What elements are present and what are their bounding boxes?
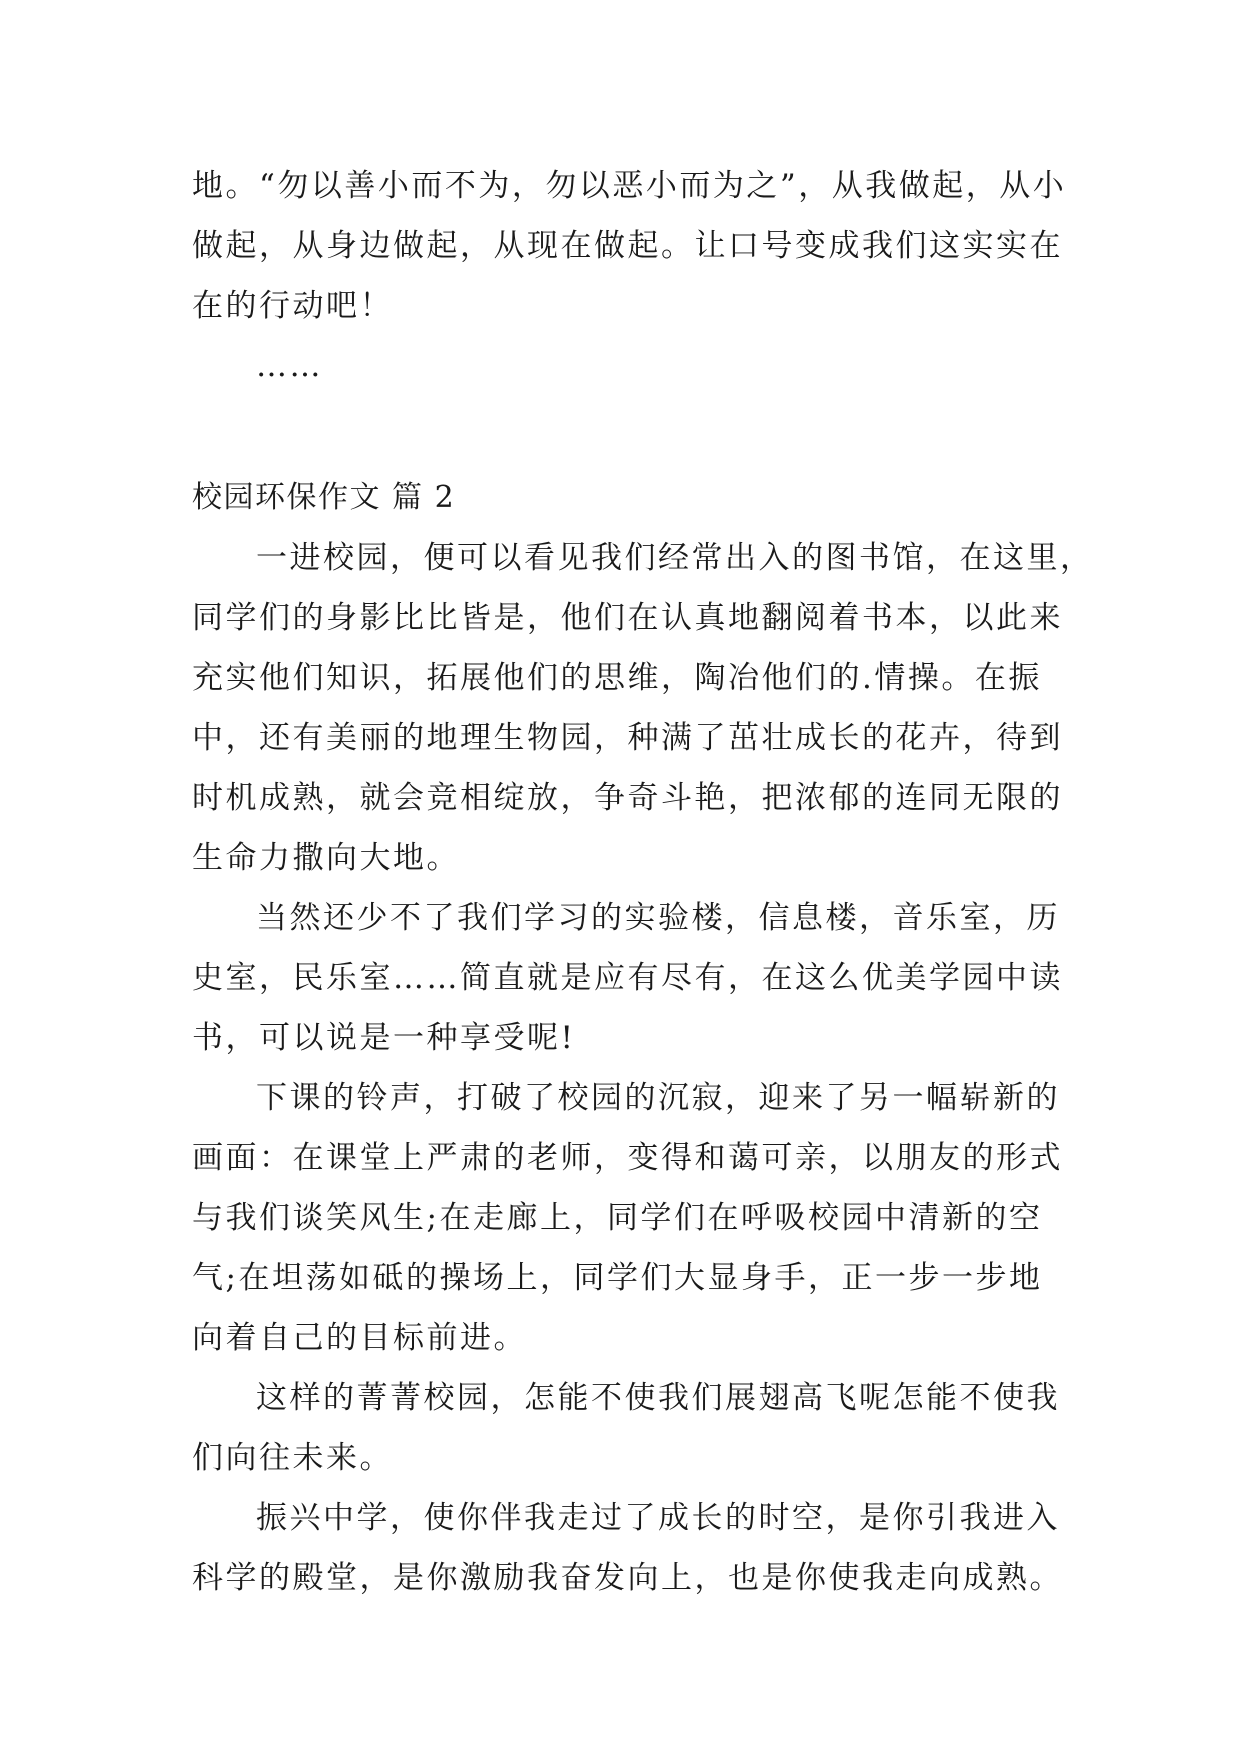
paragraph-2 xyxy=(192,888,1063,1068)
text-line: 画面：在课堂上严肃的老师，变得和蔼可亲，以朋友的形式 xyxy=(192,1140,1063,1176)
text-line: 同学们的身影比比皆是，他们在认真地翻阅着书本，以此来 xyxy=(192,600,1063,636)
text-line: 一进校园，便可以看见我们经常出入的图书馆，在这里， xyxy=(256,540,1094,576)
paragraph-5 xyxy=(192,1488,1063,1608)
text-line: 当然还少不了我们学习的实验楼，信息楼，音乐室，历 xyxy=(256,900,1060,936)
text-line: 科学的殿堂，是你激励我奋发向上，也是你使我走向成熟。 xyxy=(192,1560,1063,1596)
text-line: 向着自己的目标前进。 xyxy=(192,1320,527,1356)
text-line: 与我们谈笑风生;在走廊上，同学们在呼吸校园中清新的空 xyxy=(192,1200,1043,1236)
text-line: 生命力撒向大地。 xyxy=(192,840,460,876)
text-line: 们向往未来。 xyxy=(192,1440,393,1476)
text-line: 充实他们知识，拓展他们的思维，陶冶他们的.情操。在振 xyxy=(192,660,1042,696)
text-line: 地。“勿以善小而不为，勿以恶小而为之”，从我做起，从小 xyxy=(192,168,1067,204)
text-line: 时机成熟，就会竞相绽放，争奇斗艳，把浓郁的连同无限的 xyxy=(192,780,1063,816)
text-line: 在的行动吧！ xyxy=(192,288,393,324)
text-line: 做起，从身边做起，从现在做起。让口号变成我们这实实在 xyxy=(192,228,1063,264)
text-line: 中，还有美丽的地理生物园，种满了茁壮成长的花卉，待到 xyxy=(192,720,1063,756)
text-line: 振兴中学，使你伴我走过了成长的时空，是你引我进入 xyxy=(256,1500,1060,1536)
text-line: 这样的菁菁校园，怎能不使我们展翅高飞呢怎能不使我 xyxy=(256,1380,1060,1416)
paragraph-3 xyxy=(192,1068,1063,1368)
ellipsis: …… xyxy=(256,348,323,384)
text-line: 下课的铃声，打破了校园的沉寂，迎来了另一幅崭新的 xyxy=(256,1080,1060,1116)
text-line: 史室，民乐室……简直就是应有尽有，在这么优美学园中读 xyxy=(192,960,1063,996)
paragraph-1 xyxy=(192,528,1094,888)
continuation-paragraph xyxy=(192,156,1067,336)
paragraph-4 xyxy=(192,1368,1060,1488)
section-title: 校园环保作文 篇 2 xyxy=(192,480,456,515)
document-page xyxy=(192,156,1094,1608)
text-line: 书，可以说是一种享受呢! xyxy=(192,1020,576,1056)
text-line: 气;在坦荡如砥的操场上，同学们大显身手，正一步一步地 xyxy=(192,1260,1043,1296)
